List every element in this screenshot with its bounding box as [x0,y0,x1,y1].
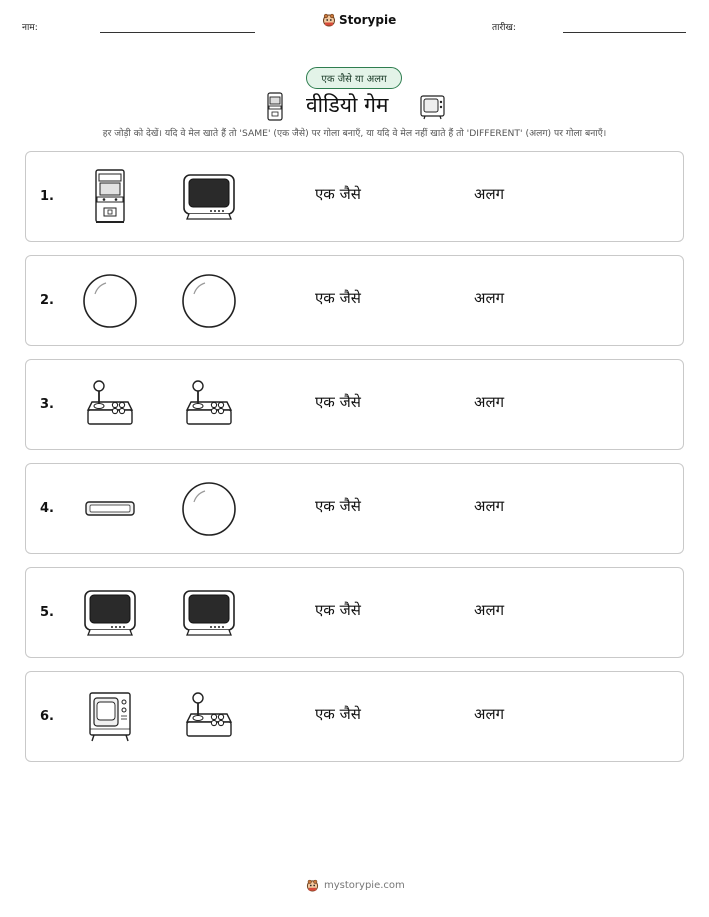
question-number: 2. [40,293,54,308]
retro-tv-icon [420,93,445,120]
brand-logo [322,13,396,27]
question-card [25,671,684,762]
option-different[interactable]: अलग [474,185,505,203]
option-different[interactable]: अलग [474,601,505,619]
worksheet-type-badge: एक जैसे या अलग [306,67,402,89]
question-number: 5. [40,605,54,620]
option-different[interactable]: अलग [474,497,505,515]
question-card [25,463,684,554]
storypie-mascot-icon [306,879,319,892]
question-card [25,255,684,346]
question-number: 4. [40,501,54,516]
page-title: वीडियो गेम [306,93,389,117]
name-label: नाम: [22,23,38,33]
question-number: 6. [40,709,54,724]
brand-name: Storypie [339,13,397,27]
crt-monitor-icon [82,584,138,642]
bubble-icon [181,272,237,330]
bubble-icon [82,272,138,330]
question-number: 3. [40,397,54,412]
arcade-joystick-icon [181,688,237,746]
option-same[interactable]: एक जैसे [315,601,361,619]
date-label: तारीख: [492,23,516,33]
question-card [25,359,684,450]
option-same[interactable]: एक जैसे [315,289,361,307]
date-line[interactable] [563,32,686,33]
arcade-cabinet-icon [265,92,285,122]
question-card [25,151,684,242]
question-card [25,567,684,658]
option-same[interactable]: एक जैसे [315,497,361,515]
footer [306,879,405,892]
option-same[interactable]: एक जैसे [315,393,361,411]
option-different[interactable]: अलग [474,705,505,723]
storypie-mascot-icon [322,13,336,27]
retro-tv-icon [82,688,138,746]
arcade-cabinet-icon [82,168,138,226]
footer-site-url[interactable]: mystorypie.com [324,880,405,891]
arcade-joystick-icon [181,376,237,434]
name-line[interactable] [100,32,255,33]
arcade-joystick-icon [82,376,138,434]
crt-monitor-icon [181,168,237,226]
crt-monitor-icon [181,584,237,642]
option-different[interactable]: अलग [474,289,505,307]
instructions: हर जोड़ी को देखें। यदि वे मेल खाते हैं तो 'SAME' (एक जैसे) पर गोला बनाएँ, या यदि वे मेल नहीं खाते हैं तो 'DIFFERENT' (अलग) पर गोला बनाएँ। [102,128,607,139]
cartridge-icon [82,480,138,538]
option-different[interactable]: अलग [474,393,505,411]
option-same[interactable]: एक जैसे [315,705,361,723]
bubble-icon [181,480,237,538]
question-number: 1. [40,189,54,204]
option-same[interactable]: एक जैसे [315,185,361,203]
